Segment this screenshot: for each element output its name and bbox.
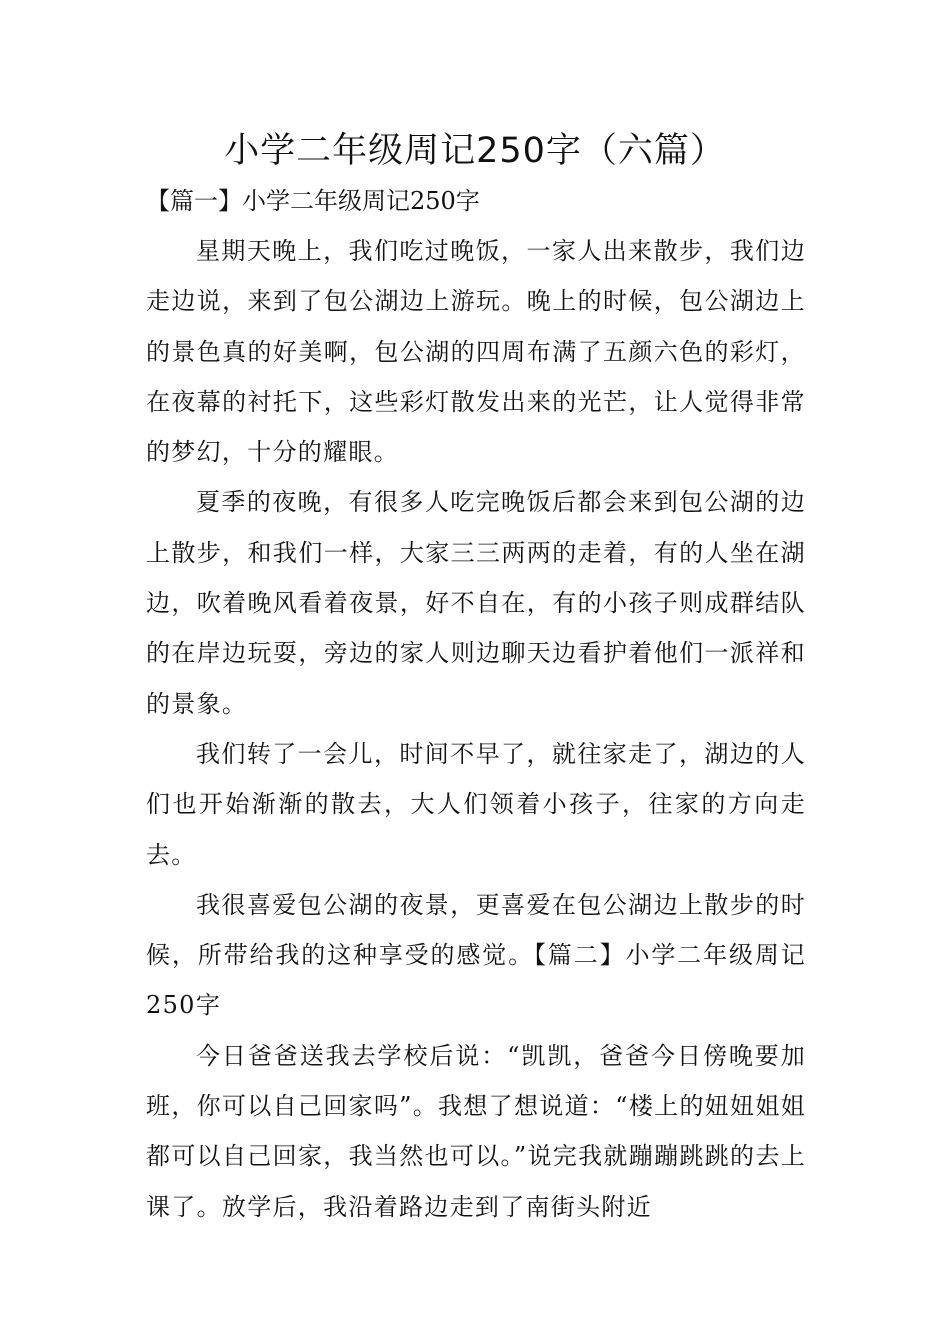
document-title: 小学二年级周记250字（六篇） <box>224 131 726 171</box>
paragraph-1: 星期天晚上，我们吃过晚饭，一家人出来散步，我们边走边说，来到了包公湖边上游玩。晚上的时候，包公湖边上的景色真的好美啊，包公湖的四周布满了五颜六色的彩灯，在夜幕的衬托下，这些彩灯散发出来的光芒，让人觉得非常的梦幻，十分的耀眼。 <box>146 237 806 467</box>
paragraph-2: 夏季的夜晚，有很多人吃完晚饭后都会来到包公湖的边上散步，和我们一样，大家三三两两的走着，有的人坐在湖边，吹着晚风看着夜景，好不自在，有的小孩子则成群结队的在岸边玩耍，旁边的家人则边聊天边看护着他们一派祥和的景象。 <box>146 488 806 718</box>
paragraph-5: 今日爸爸送我去学校后说：“凯凯，爸爸今日傍晚要加班，你可以自己回家吗”。我想了想说道：“楼上的妞妞姐姐都可以自己回家，我当然也可以。”说完我就蹦蹦跳跳的去上课了。放学后，我沿着路边走到了南街头附近 <box>146 1041 806 1221</box>
section-heading-1: 【篇一】小学二年级周记250字 <box>146 187 480 215</box>
document-body <box>146 176 806 1232</box>
paragraph-4 <box>146 880 806 1031</box>
paragraph-3: 我们转了一会儿，时间不早了，就往家走了，湖边的人们也开始渐渐的散去，大人们领着小孩子，往家的方向走去。 <box>146 739 806 869</box>
section-heading-2: 【篇二】小学二年级周记250字 <box>146 941 806 1020</box>
paragraph-4-text: 我很喜爱包公湖的夜景，更喜爱在包公湖边上散步的时候，所带给我的这种享受的感觉。 <box>146 890 806 970</box>
